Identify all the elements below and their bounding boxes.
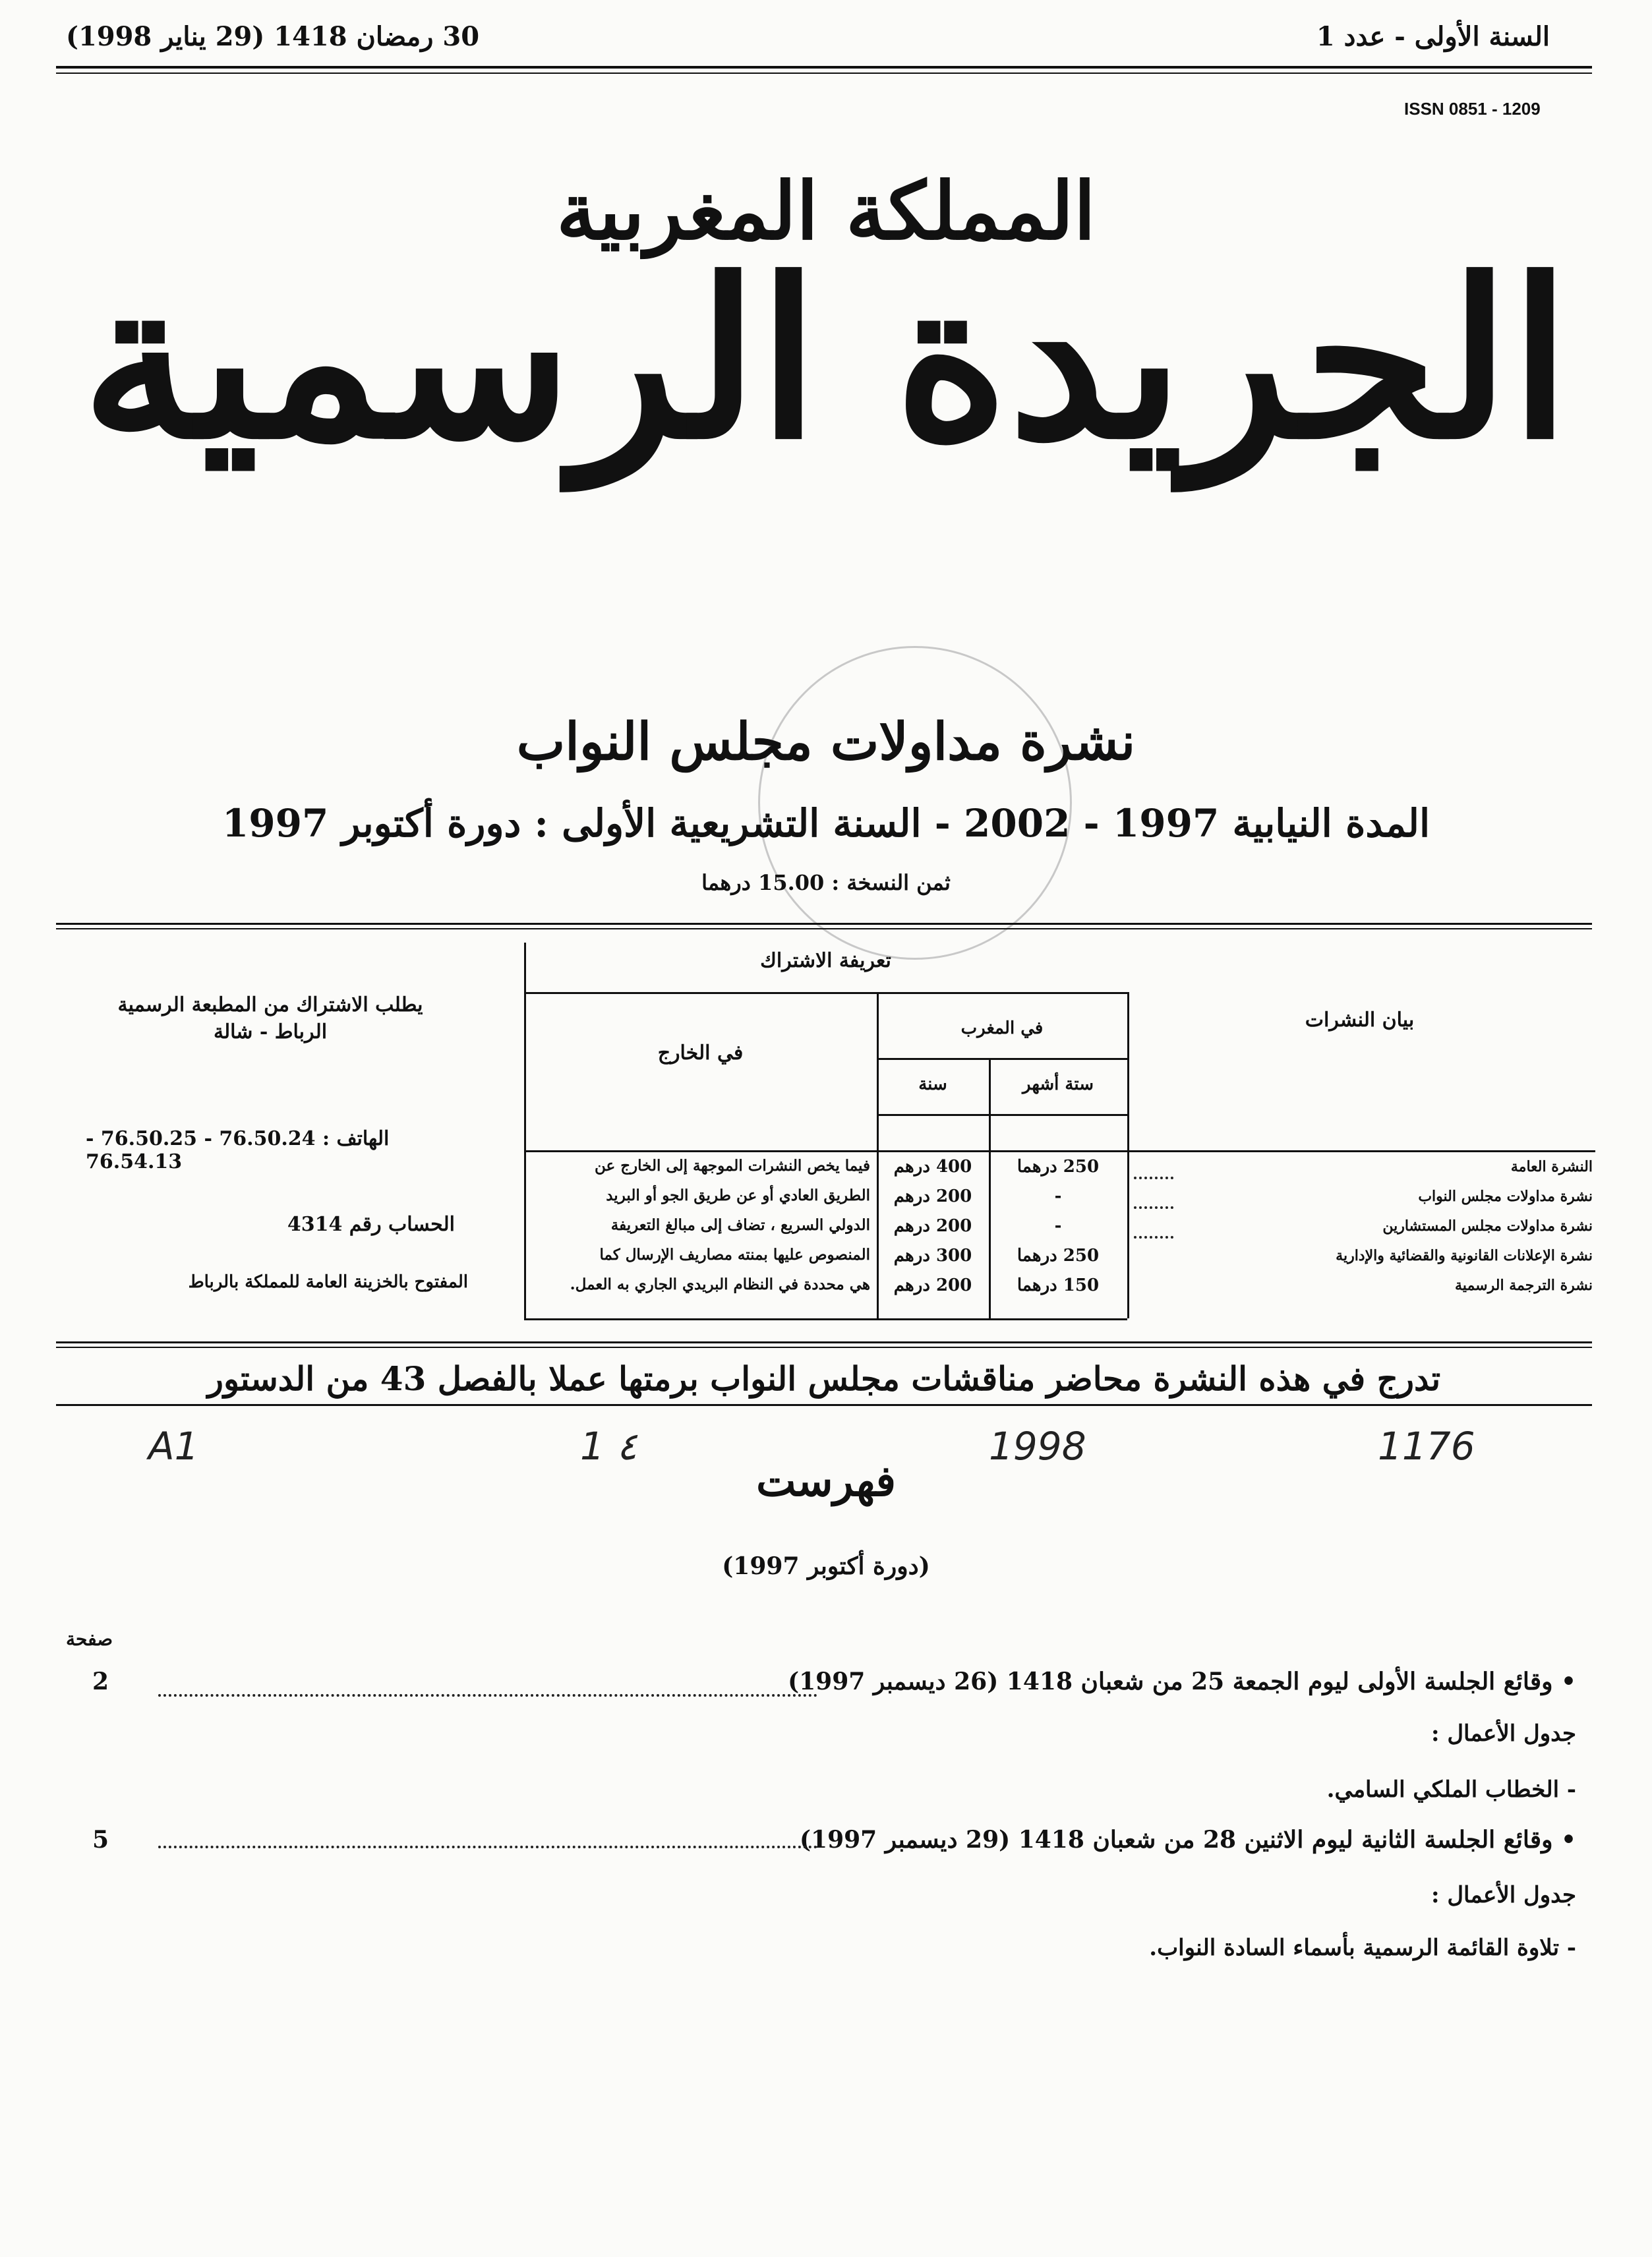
table-row-name: نشرة الترجمة الرسمية [1455,1277,1593,1294]
header-rule [56,66,1592,69]
year-price: 200 درهم [893,1216,972,1236]
agenda-label: جدول الأعمال : [1431,1882,1576,1908]
subscription-order-info [86,992,455,1045]
abroad-note-line: المنصوص عليها بمنته مصاريف الإرسال كما [599,1246,870,1264]
col-divider-publications [1127,992,1129,1318]
table-left-border [524,943,526,1318]
morocco-sub-rule [877,1058,1127,1060]
order-from: يطلب الاشتراك من المطبعة الرسمية [117,993,423,1016]
six-month-price: 150 درهما [1017,1275,1100,1295]
abroad-note-line: الطريق العادي أو عن طريق الجو أو البريد [606,1187,870,1204]
printer-address: الرباط - شالة [213,1020,328,1043]
col-year-header: سنة [918,1074,947,1094]
printer-phone: الهاتف : 76.50.24 - 76.50.25 - 76.54.13 [86,1127,390,1173]
dot-leader [158,1694,817,1697]
table-row-name: النشرة العامة [1510,1158,1593,1175]
header-rule-thin [56,73,1592,74]
copy-price: ثمن النسخة : 15.00 درهما [701,870,951,895]
year-price: 400 درهم [893,1157,972,1177]
six-month-price: 250 درهما [1017,1246,1100,1266]
dot-leader [1134,1177,1173,1179]
morocco-head-rule [877,1114,1127,1116]
handwritten-code: A1 [148,1424,199,1469]
box-bottom-rule [56,1341,1592,1343]
issue-date: 30 رمضان 1418 (29 يناير 1998) [66,21,480,52]
table-bottom-rule [524,1318,1127,1320]
dot-leader [1134,1236,1173,1239]
box-top-rule-thin [56,928,1592,929]
session-period: (دورة أكتوبر 1997) [722,1552,930,1580]
legislative-term: المدة النيابية 1997 - 2002 - السنة التشريعية الأولى : دورة أكتوبر 1997 [221,801,1431,846]
table-row-name: نشرة مداولات مجلس النواب [1418,1188,1593,1205]
year-price: 200 درهم [893,1275,972,1295]
issn: ISSN 0851 - 1209 [1404,99,1541,119]
session-entry: • وقائع الجلسة الأولى ليوم الجمعة 25 من شعبان 1418 (26 ديسمبر 1997) [788,1668,1576,1695]
six-month-price: 250 درهما [1017,1157,1100,1177]
page-number: 5 [92,1826,109,1854]
dot-leader [1134,1206,1173,1209]
page-number: 2 [92,1668,109,1695]
box-top-rule [56,923,1592,925]
col-divider-year [989,1058,991,1318]
kingdom-name: المملكة المغربية [556,165,1096,258]
index-title: فهرست [756,1457,896,1506]
publication-subtitle: نشرة مداولات مجلس النواب [516,712,1136,772]
table-heading-rule [524,992,1127,994]
gazette-title: الجريدة الرسمية [81,231,1571,487]
table-row-name: نشرة الإعلانات القانونية والقضائية والإدارية [1336,1247,1593,1264]
handwritten-year: 1998 [989,1424,1086,1469]
col-abroad-header: في الخارج [657,1041,744,1065]
session-entry: • وقائع الجلسة الثانية ليوم الاثنين 28 من شعبان 1418 (29 ديسمبر 1997) [799,1826,1576,1854]
year-price: 300 درهم [893,1246,972,1266]
account-number: الحساب رقم 4314 [287,1213,455,1236]
year-price: 200 درهم [893,1187,972,1206]
page-column-header: صفحة [66,1628,113,1650]
agenda-label: جدول الأعمال : [1431,1720,1576,1747]
table-body-rule [524,1150,1595,1152]
handwritten-mark: 1 ٤ [580,1424,637,1469]
handwritten-number: 1176 [1378,1424,1475,1469]
account-bank: المفتوح بالخزينة العامة للمملكة بالرباط [188,1272,468,1292]
publication-notice: تدرج في هذه النشرة محاضر مناقشات مجلس النواب برمتها عملا بالفصل 43 من الدستور [207,1359,1441,1398]
agenda-item: - الخطاب الملكي السامي. [1326,1776,1576,1803]
col-divider-abroad [877,992,879,1318]
agenda-item: - تلاوة القائمة الرسمية بأسماء السادة النواب. [1149,1935,1576,1961]
six-month-price: - [1054,1187,1062,1206]
col-six-months-header: ستة أشهر [1022,1074,1094,1094]
year-issue: السنة الأولى - عدد 1 [1316,21,1550,52]
six-month-price: - [1054,1216,1062,1236]
subscription-heading: تعريفة الاشتراك [760,949,891,972]
col-morocco-header: في المغرب [960,1018,1044,1038]
box-bottom-rule-thin [56,1347,1592,1348]
col-publications-header: بيان النشرات [1305,1009,1415,1032]
table-row-name: نشرة مداولات مجلس المستشارين [1382,1217,1593,1235]
abroad-note-line: الدولي السريع ، تضاف إلى مبالغ التعريفة [610,1216,870,1234]
abroad-note-line: هي محددة في النظام البريدي الجاري به العمل. [570,1275,870,1293]
notice-bottom-rule [56,1404,1592,1406]
abroad-note-line: فيما يخص النشرات الموجهة إلى الخارج عن [594,1157,870,1175]
dot-leader [158,1846,817,1848]
